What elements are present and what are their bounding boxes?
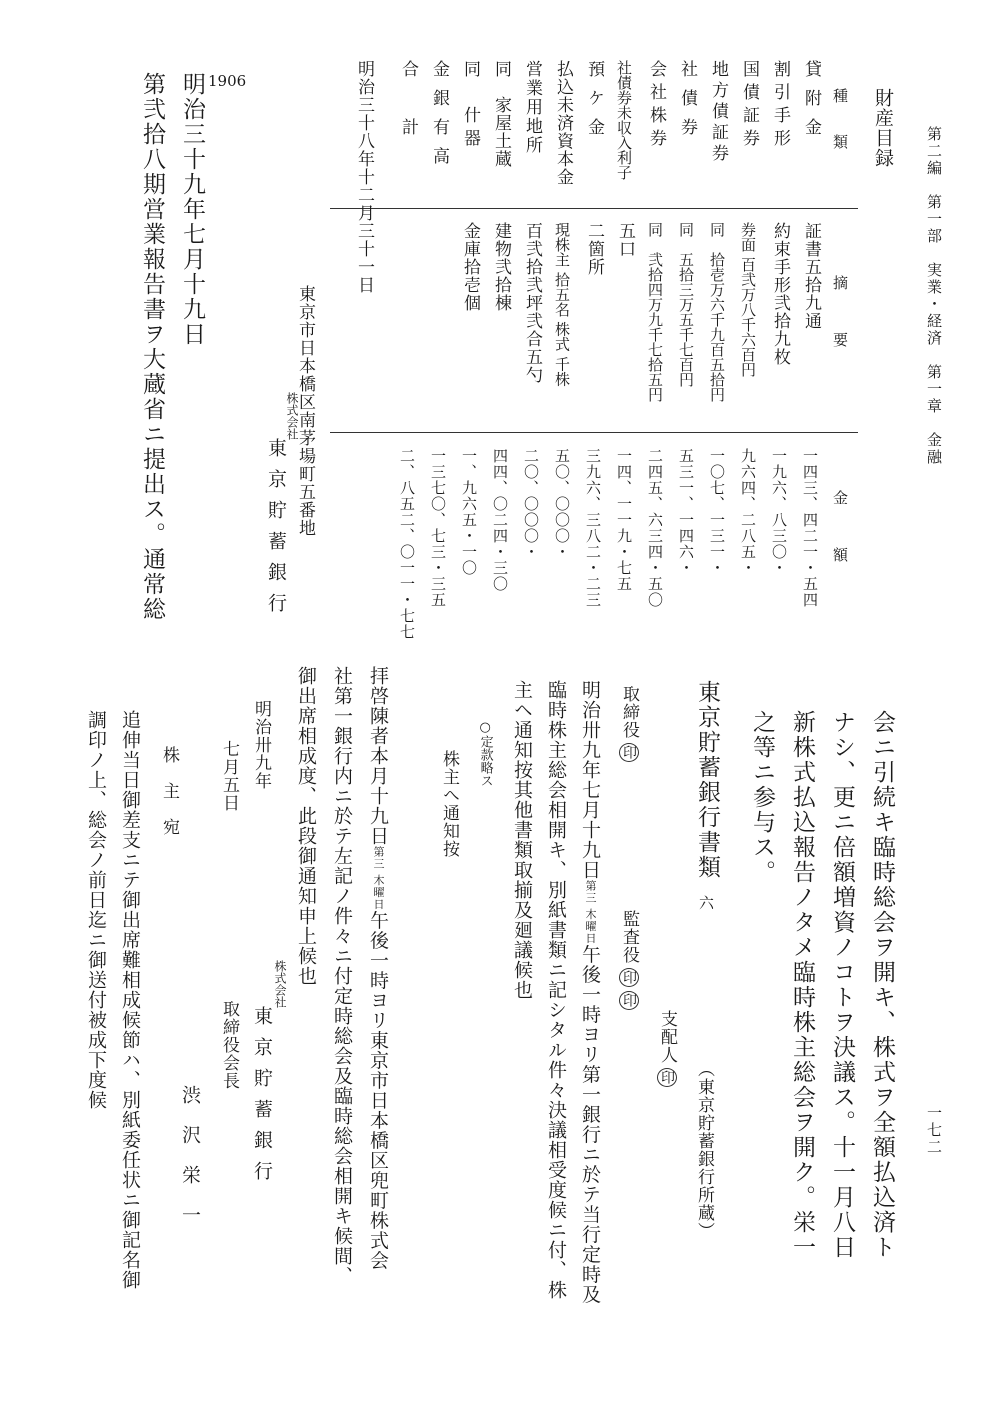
desc-cell: 建物弐拾棟 (491, 222, 511, 312)
kind-cell: 社債券 (677, 60, 697, 147)
desc-cell: 同 弐拾四万九千七拾五円 (646, 222, 664, 402)
table-rule-top (330, 208, 858, 209)
kind-cell: 貸附金 (801, 60, 821, 147)
notice-title: 株主へ通知按 (439, 750, 459, 858)
documents-body-line2: 臨時株主総会相開キ、別紙書類ニ記シタル件々決議相受度候ニ付、株 (545, 680, 567, 1300)
amount-cell: 一、九六五・一〇 (460, 448, 478, 576)
kind-cell: 社債券未収入利子 (615, 60, 633, 180)
manager-role (658, 1010, 675, 1087)
top-paragraph-line: ナシ、更ニ倍額増資ノコトヲ決議ス。十一月八日 (829, 710, 855, 1260)
table-rule-bottom (330, 432, 858, 433)
auditor-role (620, 910, 637, 1010)
amount-cell: 四四、〇二四・三〇 (491, 448, 509, 592)
kind-cell: 国債証券 (739, 60, 759, 152)
kind-cell: 同 家屋土蔵 (491, 60, 511, 168)
notice-line1: 拝啓陳者本月十九日第三 木曜日午後一時ヨリ東京市日本橋区兜町株式会 (367, 666, 389, 1271)
notice-company: 東京貯蓄銀行 (251, 1006, 273, 1192)
amount-cell: 九六四、二八五・ (739, 448, 757, 576)
left-date: 明治三十九年七月十九日 (179, 72, 205, 347)
director-role (620, 685, 637, 762)
left-text: 第弐拾八期営業報告書ヲ大蔵省ニ提出ス。通常総 (139, 72, 165, 622)
kind-cell: 地方債証券 (708, 60, 728, 165)
desc-cell: 百弐拾弐坪弐合五勺 (522, 222, 542, 384)
top-paragraph-line: 会ニ引続キ臨時総会ヲ開キ、株式ヲ全額払込済ト (869, 710, 895, 1260)
amount-cell: 二〇、〇〇〇・ (522, 448, 540, 560)
desc-cell: 証書五拾九通 (801, 222, 821, 330)
notice-date: 七月五日 (219, 740, 239, 812)
kind-cell: 営業用地所 (522, 60, 542, 155)
amount-cell: 一九六、八三〇・ (770, 448, 788, 576)
inventory-title: 財産目録 (872, 88, 894, 168)
seal-icon: 印 (659, 1070, 675, 1085)
kind-cell: 会社株券 (646, 60, 666, 152)
documents-source: （東京貯蓄銀行所蔵） (694, 1060, 714, 1240)
amount-cell: 二、八五二、〇一一・七七 (398, 448, 416, 640)
chair-title: 取締役会長 (219, 1000, 239, 1090)
documents-body-line3: 主ヘ通知按其他書類取揃及廻議候也 (511, 680, 533, 1000)
kind-cell: 割引手形 (770, 60, 790, 152)
inventory-company: 東京貯蓄銀行 (265, 438, 287, 624)
amount-cell: 一三七〇、七三・三五 (429, 448, 447, 608)
desc-cell: 五口 (615, 222, 635, 258)
company-prefix: 株式会社 (285, 392, 299, 440)
amount-cell: 二四五、六三四・五〇 (646, 448, 664, 608)
desc-cell: 金庫拾壱個 (460, 222, 480, 312)
manager-label: 支配人 (657, 1010, 677, 1064)
amount-cell: 一〇七、一三一・ (708, 448, 726, 576)
kind-cell: 払込未済資本金 (553, 60, 573, 186)
omit-note: ○定款略ス (477, 720, 493, 787)
auditor-label: 監査役 (619, 910, 639, 964)
top-paragraph-line: 之等ニ参与ス。 (749, 710, 775, 885)
top-paragraph-line: 新株式払込報告ノタメ臨時株主総会ヲ開ク。栄一 (789, 710, 815, 1260)
seal-icon: 印 (621, 993, 637, 1008)
seal-icon: 印 (621, 745, 637, 760)
documents-volume: 六 (697, 895, 715, 910)
amount-cell: 三九六、三八二・二三 (584, 448, 602, 608)
documents-body-line1: 明治卅九年七月十九日第三 木曜日午後一時ヨリ第一銀行ニ於テ当行定時及 (579, 680, 601, 1305)
notice-year: 明治卅九年 (251, 700, 271, 790)
addressee: 株 主 宛 (159, 746, 179, 836)
notice-company-prefix: 株式会社 (273, 960, 287, 1008)
col-kind-header: 種 類 (831, 88, 849, 157)
kind-cell: 金銀有高 (429, 60, 449, 176)
amount-cell: 一四三、四二一・五四 (801, 448, 819, 608)
postscript-line1: 追伸当日御差支ニテ御出席難相成候節ハ、別紙委任状ニ御記名御 (119, 710, 141, 1290)
amount-cell: 五三一、一四六・ (677, 448, 695, 576)
kind-cell: 同 什器 (460, 60, 480, 152)
col-amount-header: 金 額 (831, 490, 849, 566)
director-label: 取締役 (619, 685, 639, 739)
kind-cell: 預ケ金 (584, 60, 604, 147)
desc-cell: 二箇所 (584, 222, 604, 276)
chair-name: 渋 沢 栄 一 (179, 1085, 201, 1225)
seal-icon: 印 (621, 970, 637, 985)
amount-cell: 五〇、〇〇〇・ (553, 448, 571, 560)
desc-cell: 券面 百弐万八千六百円 (739, 222, 757, 377)
chapter-header: 第二編 第一部 実業・経済 第一章 金融 (925, 126, 943, 466)
amount-cell: 一四、一一九・七五 (615, 448, 633, 592)
notice-line2: 社第一銀行内ニ於テ左記ノ件々ニ付定時総会及臨時総会相開キ候間、 (331, 666, 353, 1286)
page-number: 一七二 (925, 1105, 943, 1156)
desc-cell: 同 拾壱万六千九百五拾円 (708, 222, 726, 402)
year-note: 1906 (208, 72, 247, 90)
desc-cell: 同 五拾三万五千七百円 (677, 222, 695, 387)
kind-cell: 合 計 (398, 60, 418, 147)
inventory-address: 東京市日本橋区南茅場町五番地 (295, 285, 315, 537)
col-desc-header: 摘 要 (831, 275, 849, 351)
desc-cell: 約束手形弐拾九枚 (770, 222, 790, 366)
notice-line3: 御出席相成度、此段御通知申上候也 (295, 666, 317, 986)
postscript-line2: 調印ノ上、総会ノ前日迄ニ御送付被成下度候 (85, 710, 107, 1110)
inventory-date: 明治三十八年十二月三十一日 (354, 60, 374, 294)
desc-cell: 現株主 拾五名 株式 千株 (553, 222, 571, 387)
documents-title: 東京貯蓄銀行書類 (694, 680, 720, 880)
